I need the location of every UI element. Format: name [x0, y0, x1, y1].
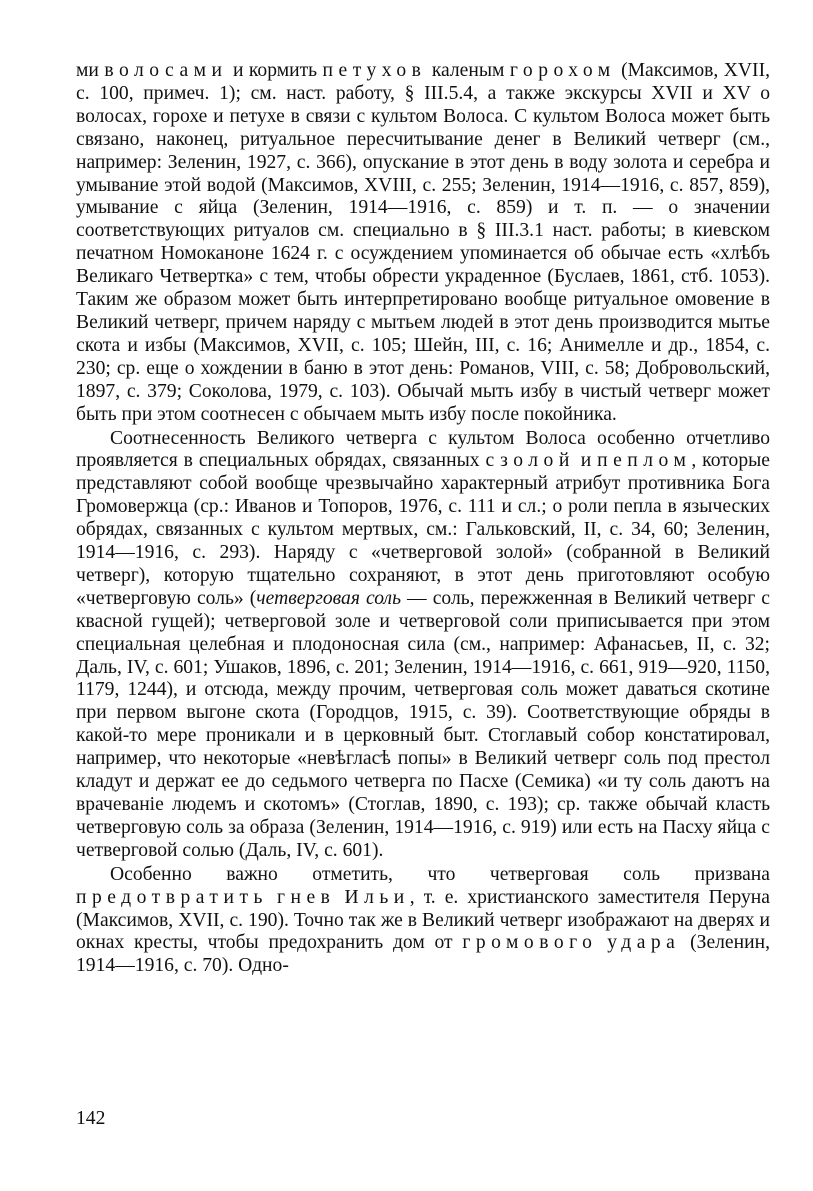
body-text: , т. е. христианского заместителя Перуна (Максимов, XVII, с. 190). Точно так же в Великий четверг изображают на дверях и окнах кресты, чтобы предохранить дом от — [76, 886, 770, 954]
spaced-emphasis-text: Ильи — [344, 886, 410, 908]
spaced-emphasis-text: горохом — [509, 60, 616, 81]
spaced-emphasis-text: золой — [500, 450, 575, 472]
spaced-emphasis-text: петухов — [322, 60, 427, 81]
body-text: и — [574, 450, 598, 472]
spaced-emphasis-text: пеплом — [597, 450, 692, 472]
body-text — [268, 887, 277, 908]
body-text: каленым — [426, 60, 510, 81]
spaced-emphasis-text: волосами — [104, 60, 228, 81]
body-text: (Максимов, XVII, с. 100, примеч. 1); см. наст. работу, § III.5.4, а также экскурсы XVII и XV о волосах, горохе и петухе в связи с культом Волоса. С культом Волоса может быть связано, наконец, ритуальное пересчитывание денег в Великий четверг (см., например: Зеленин, 1927, с. 366), опускание в этот день в воду золота и серебра и умывание этой водой (Максимов, XVIII, с. 255; Зеленин, 1914—1916, с. 857, 859), умывание с яйца (Зеленин, 1914—1916, с. 859) и т. п. — о значении соответствующих ритуалов см. специально в § III.3.1 наст. работы; в киевском печатном Номоканоне 1624 г. с осуждением упоминается об обычае есть «хлѣбъ Великаго Четвертка» с тем, чтобы обрести украденное (Буслаев, 1861, стб. 1053). Таким же образом может быть интерпретировано вообще ритуальное омовение в Великий четверг, причем наряду с мытьем людей в этот день производится мытье скота и избы (Максимов, XVII, с. 105; Шейн, III, с. 16; Анимелле и др., 1854, с. 230; ср. еще о хождении в баню в этот день: Романов, VIII, с. 58; Добровольский, 1897, с. 379; Соколова, 1979, с. 103). Обычай мыть избу в чистый четверг может быть при этом соотнесен с обычаем мыть избу после покойника. — [76, 60, 770, 425]
paragraph-3 — [76, 864, 770, 979]
spaced-emphasis-text: громового — [462, 932, 598, 954]
body-text: Соотнесенность Великого четверга с культом Волоса особенно отчетливо проявляется в специальных обрядах, связанных с — [76, 427, 770, 472]
spaced-emphasis-text: удара — [607, 932, 681, 954]
body-text: ми — [76, 60, 105, 81]
spaced-emphasis-text: гнев — [276, 886, 336, 908]
page-body — [76, 60, 770, 978]
body-text: , которые представляют собой вообще чрезвычайно характерный атрибут противника Бога Громовержца (ср.: Иванов и Топоров, 1976, с. 111 и сл.; о роли пепла в языческих обрядах, связанных с культом мертвых, см.: Гальковский, II, с. 34, 60; Зеленин, 1914—1916, с. 293). Наряду с «четверговой золой» (собранной в Великий четверг), которую тщательно сохраняют, в этот день приготовляют особую «четверговую соль» ( — [76, 450, 770, 609]
paragraph-2 — [76, 428, 770, 863]
spaced-emphasis-text: предотвратить — [76, 886, 268, 908]
italic-term-text: четверговая соль — [256, 587, 401, 609]
body-text: (Зеленин, 1914—1916, с. 70). Одно- — [76, 932, 770, 977]
page-number: 142 — [76, 1108, 106, 1129]
body-text: и кормить — [227, 60, 323, 81]
body-text — [597, 932, 607, 953]
body-text: Особенно важно отметить, что четверговая соль призвана — [110, 863, 770, 885]
paragraph-1 — [76, 60, 770, 427]
body-text: — соль, пережженная в Великий четверг с квасной гущей); четверговой золе и четверговой соли приписывается при этом специальная целебная и плодоносная сила (см., например: Афанасьев, II, с. 32; Даль, IV, с. 601; Ушаков, 1896, с. 201; Зеленин, 1914—1916, с. 661, 919—920, 1150, 1179, 1244), и отсюда, между прочим, четверговая соль может даваться скотине при первом выгоне скота (Городцов, 1915, с. 39). Соответствующие обряды в какой-то мере проникали и в церковный быт. Стоглавый собор констатировал, например, что некоторые «невѣгласѣ попы» в Великий четверг соль под престол кладут и держат ее до седьмого четверга по Пасхе (Семика) «и ту соль даютъ на врачеванiе людемъ и скотомъ» (Стоглав, 1890, с. 193); ср. также обычай класть четверговую соль за образа (Зеленин, 1914—1916, с. 919) или есть на Пасху яйца с четверговой солью (Даль, IV, с. 601). — [76, 587, 770, 861]
